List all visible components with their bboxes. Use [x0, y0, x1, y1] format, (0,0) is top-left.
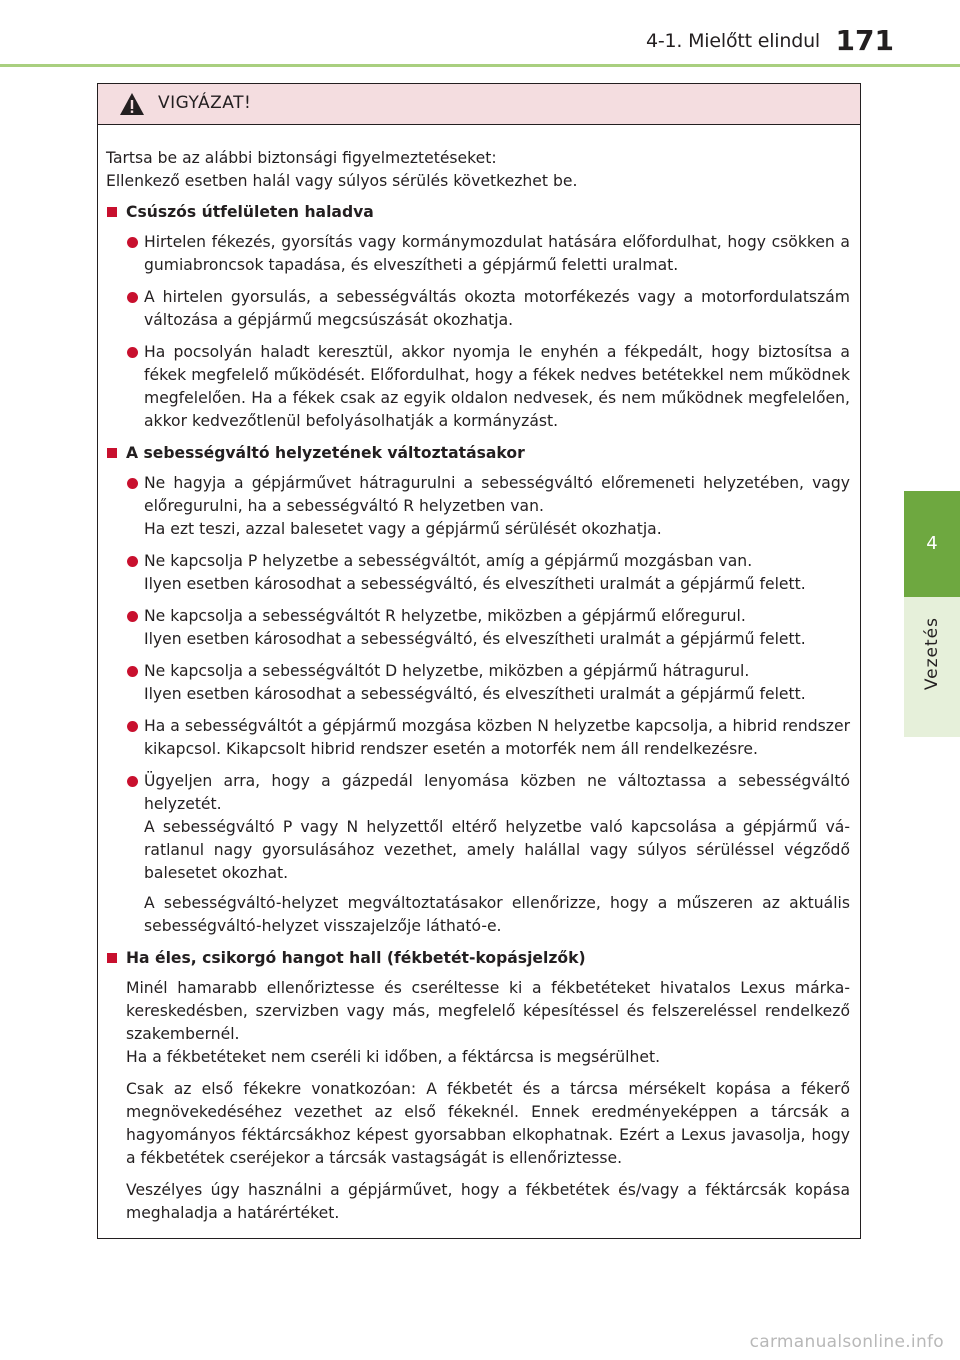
list-item: Ne kapcsolja P helyzetbe a sebességváltót, amíg a gépjármű mozgásban van. Ilyen esetben károsodhat a sebességváltó, és elveszítheti uralmát a gépjármű felett.: [106, 550, 850, 596]
round-bullet-icon: [127, 292, 138, 303]
watermark: carmanualsonline.info: [749, 1332, 944, 1352]
paragraph: Csak az első fékekre vonatkozóan: A fékbetét és a tárcsa mérsékelt kopása a fékerő megnövekedéséhez vezethet az első fékeknél. Ennek eredményeképpen a tárcsák a hagyományos féktárcsákhoz képest gyorsabban elkophatnak. Ezért a Lexus javasolja, hogy a fékbetétek cseréjekor a tárcsák vastagságát is ellenőriztesse.: [126, 1080, 850, 1167]
caution-title: VIGYÁZAT!: [158, 93, 252, 113]
section-heading: A sebességváltó helyzetének változtatásakor: [106, 442, 850, 465]
header-divider: [0, 64, 960, 67]
page-number: 171: [835, 24, 894, 57]
round-bullet-icon: [127, 611, 138, 622]
square-bullet-icon: [107, 207, 117, 217]
list-item: A hirtelen gyorsulás, a sebességváltás okozta motorfékezés vagy a motorfordulatszám változása a gépjármű megcsúszását okozhatja.: [106, 286, 850, 332]
caution-content: [98, 125, 860, 1225]
intro-text: Tartsa be az alábbi biztonsági figyelmeztetéseket: Ellenkező esetben halál vagy súlyos sérülés következhet be.: [106, 149, 578, 190]
round-bullet-icon: [127, 721, 138, 732]
square-bullet-icon: [107, 448, 117, 458]
chapter-label-tab: [904, 597, 960, 737]
chapter-tab[interactable]: [904, 491, 960, 597]
section-heading: Ha éles, csikorgó hangot hall (fékbetét-kopásjelzők): [106, 947, 850, 970]
list-item: Ügyeljen arra, hogy a gázpedál lenyomása közben ne változtassa a sebességváltó helyzetét. A sebességváltó P vagy N helyzettől eltérő helyzetbe való kapcsolása a gépjármű váratlanul nagy gyorsulásához vezethet, amely halállal vagy súlyos sérüléssel végződő balesetet okozhat. A sebességváltó-helyzet megváltoztatásakor ellenőrizze, hogy a műszeren az aktuális sebességváltó-helyzet visszajelzője látható-e.: [106, 770, 850, 938]
round-bullet-icon: [127, 347, 138, 358]
list-item: Ne hagyja a gépjárművet hátragurulni a sebességváltó előremeneti helyzetében, vagy előregurulni, ha a sebességváltó R helyzetben van. Ha ezt teszi, azzal balesetet vagy a gépjármű sérülését okozhatja.: [106, 472, 850, 541]
round-bullet-icon: [127, 556, 138, 567]
square-bullet-icon: [107, 953, 117, 963]
caution-box: [97, 83, 861, 1239]
round-bullet-icon: [127, 237, 138, 248]
chapter-label: Vezetés: [922, 617, 942, 691]
paragraph: Minél hamarabb ellenőriztesse és cseréltesse ki a fékbetéteket hivatalos Lexus márkakereskedésben, szervizben vagy más, megfelelő képesítéssel és felszereléssel rendelkező szakembernél. Ha a fékbetéteket nem cseréli ki időben, a féktárcsa is megsérülhet.: [126, 979, 850, 1066]
round-bullet-icon: [127, 776, 138, 787]
round-bullet-icon: [127, 666, 138, 677]
caution-header: [98, 84, 860, 125]
list-item: Ne kapcsolja a sebességváltót D helyzetbe, miközben a gépjármű hátragurul. Ilyen esetben károsodhat a sebességváltó, és elveszítheti uralmát a gépjármű felett.: [106, 660, 850, 706]
chapter-number: 4: [926, 533, 938, 554]
list-item: Hirtelen fékezés, gyorsítás vagy kormánymozdulat hatására előfordulhat, hogy csökken a gumiabroncsok tapadása, és elveszítheti a gépjármű feletti uralmat.: [106, 231, 850, 277]
section-heading: Csúszós útfelületen haladva: [106, 201, 850, 224]
warning-triangle-icon: [119, 92, 145, 116]
paragraph: Veszélyes úgy használni a gépjárművet, hogy a fékbetétek és/vagy a féktárcsák kopása meghaladja a határértéket.: [126, 1181, 850, 1222]
list-item: Ha a sebességváltót a gépjármű mozgása közben N helyzetbe kapcsolja, a hibrid rendszer kikapcsol. Kikapcsolt hibrid rendszer esetén a motorfék nem áll rendelkezésre.: [106, 715, 850, 761]
list-item: Ha pocsolyán haladt keresztül, akkor nyomja le enyhén a fékpedált, hogy biztosítsa a fékek megfelelő működését. Előfordulhat, hogy a fékek nedves betétekkel nem működnek megfelelően. Ha a fékek csak az egyik oldalon nedvesek, és nem működnek megfelelően, akkor kedvezőtlenül befolyásolhatják a kormányzást.: [106, 341, 850, 433]
round-bullet-icon: [127, 478, 138, 489]
list-item: Ne kapcsolja a sebességváltót R helyzetbe, miközben a gépjármű előregurul. Ilyen esetben károsodhat a sebességváltó, és elveszítheti uralmát a gépjármű felett.: [106, 605, 850, 651]
running-header: 4-1. Mielőtt elindul: [646, 30, 820, 52]
